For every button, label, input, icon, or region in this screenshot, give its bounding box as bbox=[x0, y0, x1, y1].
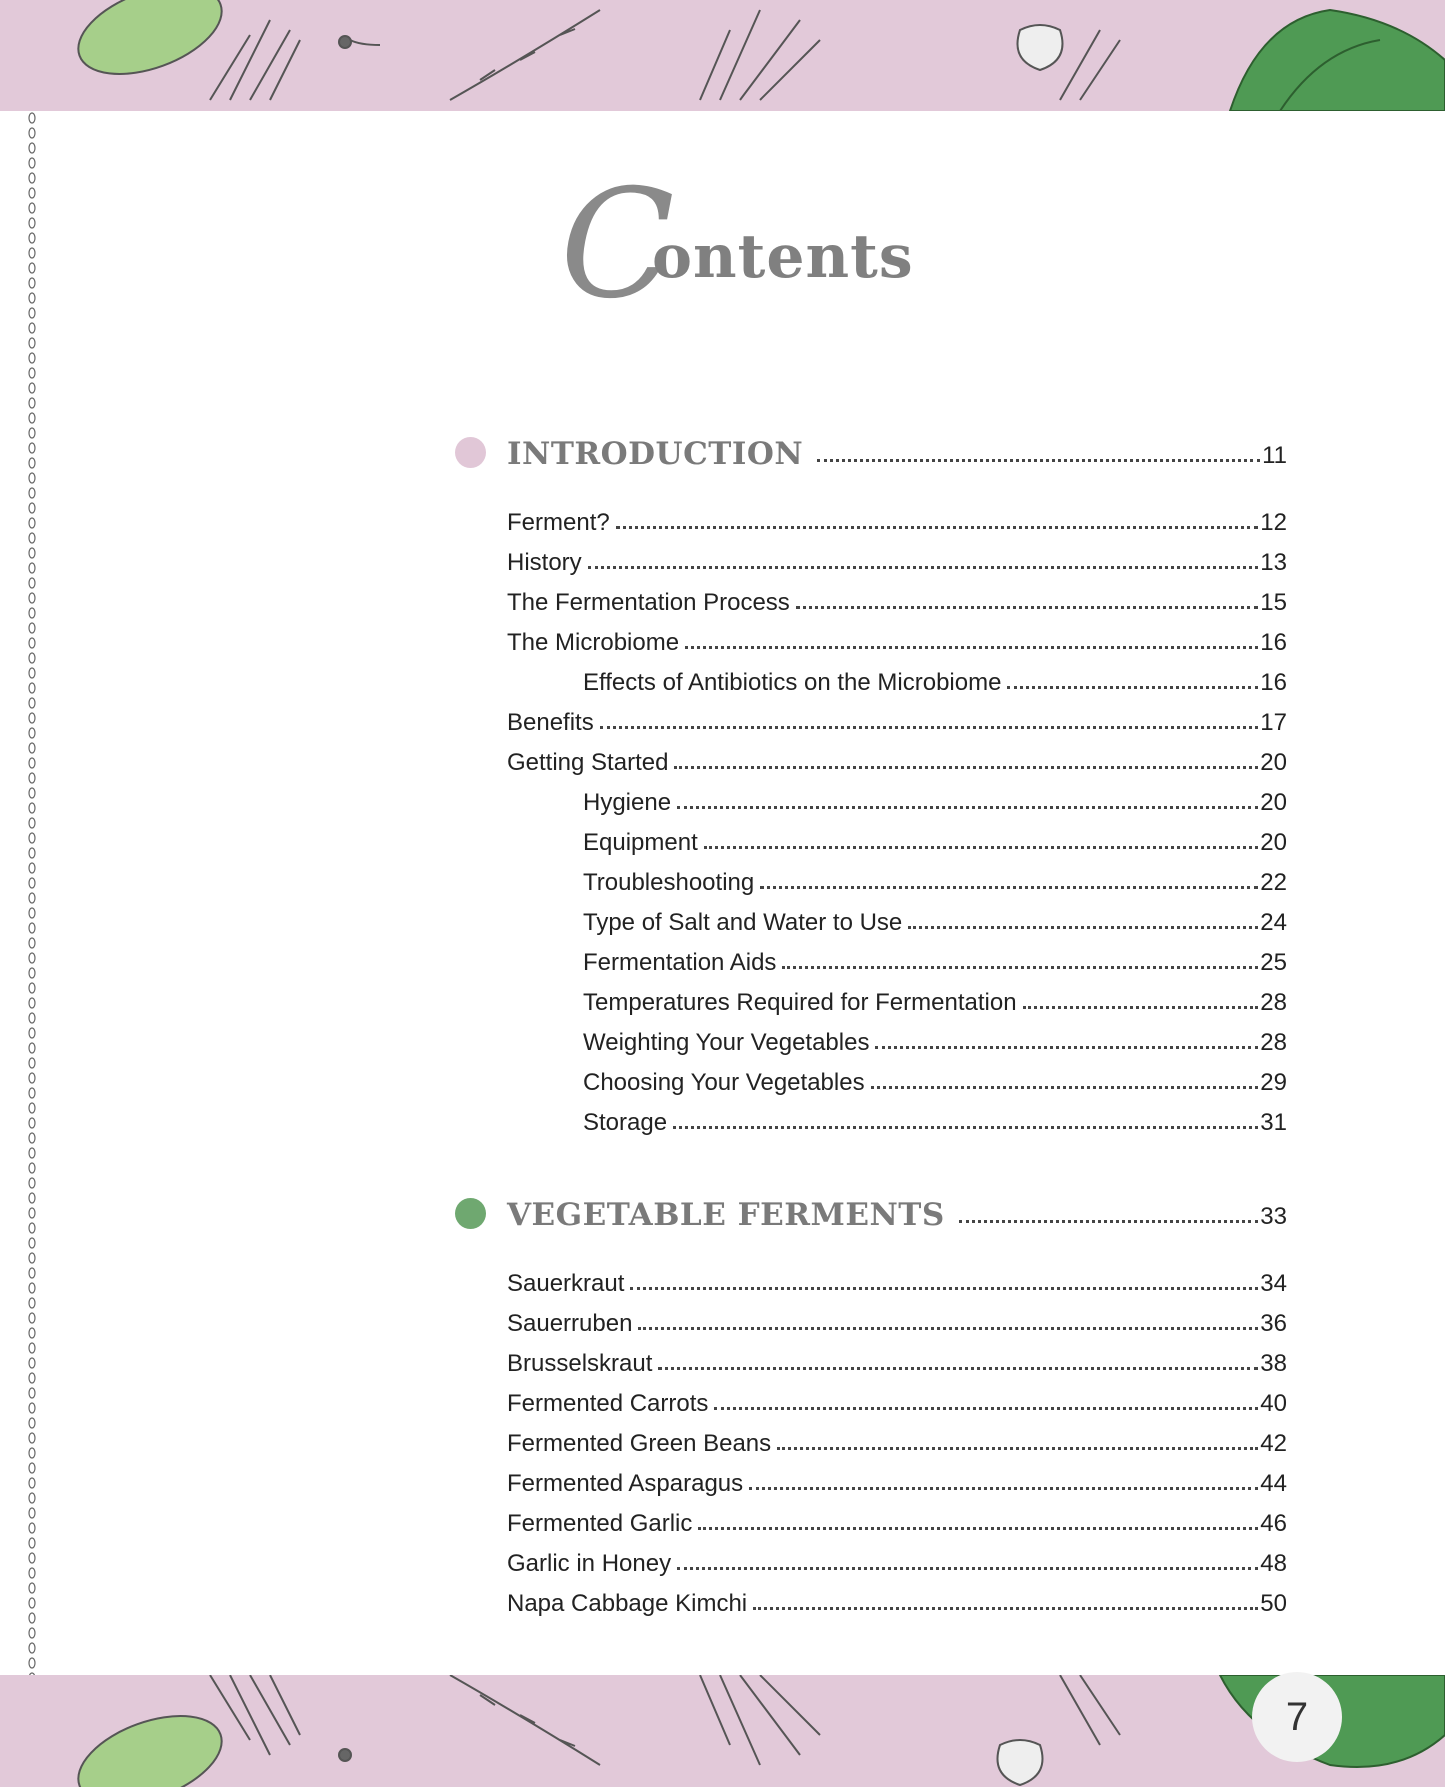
toc-entry[interactable]: Fermented Asparagus 44 bbox=[507, 1470, 1287, 1497]
section-label: INTRODUCTION bbox=[507, 436, 804, 472]
toc-subentry[interactable]: Equipment 20 bbox=[583, 829, 1287, 856]
spiral-binding bbox=[22, 111, 42, 1675]
section-bullet-vegetable-ferments bbox=[455, 1198, 486, 1229]
bottom-decorative-band bbox=[0, 1675, 1445, 1787]
section-heading-introduction[interactable] bbox=[507, 428, 1287, 472]
toc-subentry[interactable]: Weighting Your Vegetables 28 bbox=[583, 1029, 1287, 1056]
toc-entry[interactable]: Fermented Green Beans 42 bbox=[507, 1430, 1287, 1457]
page-title bbox=[560, 158, 920, 332]
toc-entry[interactable]: Getting Started 20 bbox=[507, 749, 1287, 776]
section-label: VEGETABLE FERMENTS bbox=[507, 1197, 945, 1233]
toc-subentry[interactable]: Storage 31 bbox=[583, 1109, 1287, 1136]
toc-subentry[interactable]: Effects of Antibiotics on the Microbiome 16 bbox=[583, 669, 1287, 696]
toc-entry[interactable]: Ferment? 12 bbox=[507, 509, 1287, 536]
toc-entry[interactable]: Benefits 17 bbox=[507, 709, 1287, 736]
toc-entry[interactable]: Sauerkraut 34 bbox=[507, 1270, 1287, 1297]
toc-entry[interactable]: Fermented Garlic 46 bbox=[507, 1510, 1287, 1537]
dot-leader bbox=[817, 459, 1260, 462]
toc-entry[interactable]: Garlic in Honey 48 bbox=[507, 1550, 1287, 1577]
toc-entry[interactable]: Sauerruben 36 bbox=[507, 1310, 1287, 1337]
toc-subentry[interactable]: Temperatures Required for Fermentation 28 bbox=[583, 989, 1287, 1016]
toc-subentry[interactable]: Fermentation Aids 25 bbox=[583, 949, 1287, 976]
toc-subentry[interactable]: Troubleshooting 22 bbox=[583, 869, 1287, 896]
toc-entry[interactable]: History 13 bbox=[507, 549, 1287, 576]
section-bullet-introduction bbox=[455, 437, 486, 468]
toc-subentry[interactable]: Hygiene 20 bbox=[583, 789, 1287, 816]
section-heading-vegetable-ferments[interactable] bbox=[507, 1189, 1287, 1233]
dot-leader bbox=[959, 1220, 1259, 1223]
vegetable-illustration-bottom bbox=[0, 1675, 1445, 1787]
section-page: 33 bbox=[1260, 1203, 1287, 1230]
section-page: 11 bbox=[1262, 442, 1287, 469]
top-decorative-band bbox=[0, 0, 1445, 111]
vegetable-illustration-top bbox=[0, 0, 1445, 111]
title-initial: C bbox=[560, 158, 675, 332]
toc-subentry[interactable]: Choosing Your Vegetables 29 bbox=[583, 1069, 1287, 1096]
title-rest: ontents bbox=[652, 222, 914, 292]
toc-entry[interactable]: The Fermentation Process 15 bbox=[507, 589, 1287, 616]
toc-entry[interactable]: Brusselskraut 38 bbox=[507, 1350, 1287, 1377]
toc-entry[interactable]: Fermented Carrots 40 bbox=[507, 1390, 1287, 1417]
toc-subentry[interactable]: Type of Salt and Water to Use 24 bbox=[583, 909, 1287, 936]
toc-entry[interactable]: The Microbiome 16 bbox=[507, 629, 1287, 656]
toc-entry[interactable]: Napa Cabbage Kimchi 50 bbox=[507, 1590, 1287, 1617]
page-number: 7 bbox=[1252, 1672, 1342, 1762]
